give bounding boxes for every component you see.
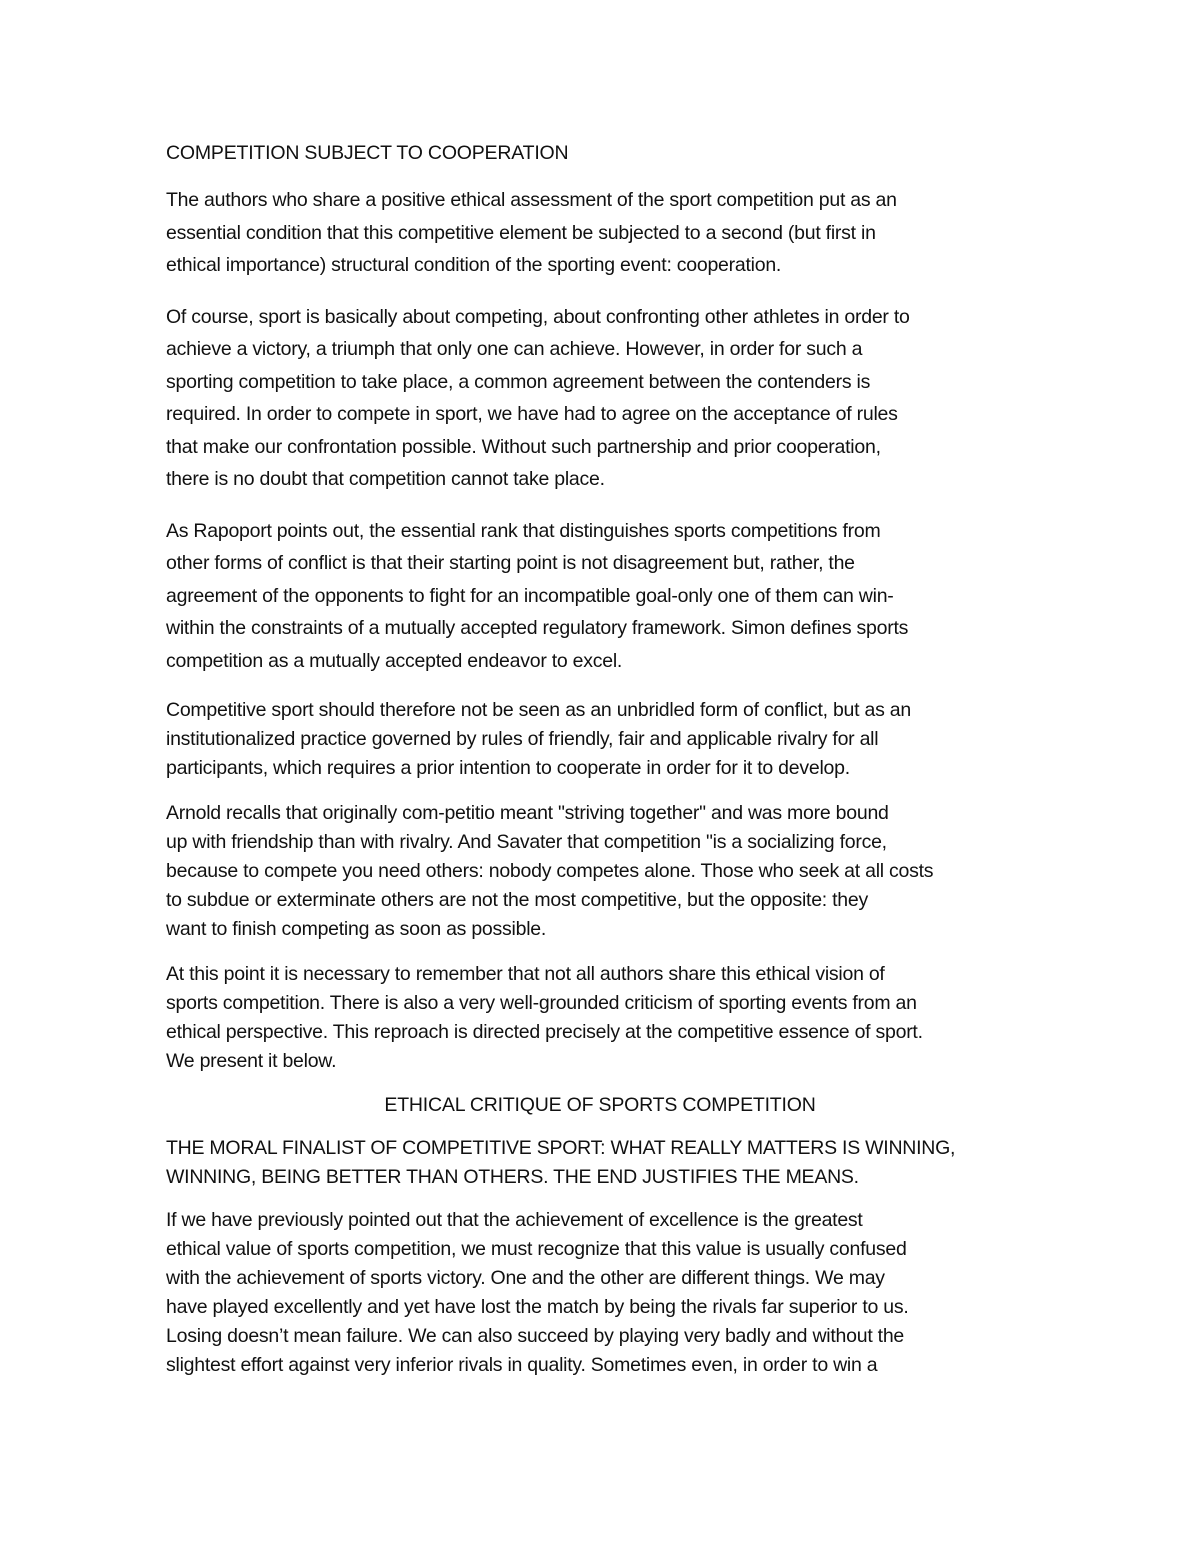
paragraph-4 bbox=[166, 696, 1034, 783]
paragraph-line: Of course, sport is basically about competing, about confronting other athletes in order to bbox=[166, 305, 910, 328]
paragraph-line: want to finish competing as soon as possible. bbox=[166, 918, 547, 940]
paragraph-5 bbox=[166, 799, 1034, 944]
paragraph-line: with the achievement of sports victory. One and the other are different things. We may bbox=[166, 1267, 885, 1289]
subheading-line: THE MORAL FINALIST OF COMPETITIVE SPORT: WHAT REALLY MATTERS IS WINNING, bbox=[166, 1137, 956, 1159]
paragraph-line: Losing doesn’t mean failure. We can also succeed by playing very badly and without the bbox=[166, 1325, 905, 1347]
paragraph-line: ethical value of sports competition, we must recognize that this value is usually confused bbox=[166, 1238, 907, 1260]
paragraph-line: We present it below. bbox=[166, 1050, 337, 1072]
document-page bbox=[166, 138, 1034, 1396]
paragraph-line: competition as a mutually accepted endeavor to excel. bbox=[166, 649, 623, 672]
paragraph-line: there is no doubt that competition cannot take place. bbox=[166, 468, 605, 490]
paragraph-line: to subdue or exterminate others are not the most competitive, but the opposite: they bbox=[166, 889, 868, 911]
paragraph-line: participants, which requires a prior intention to cooperate in order for it to develop. bbox=[166, 757, 850, 779]
paragraph-line: up with friendship than with rivalry. And Savater that competition "is a socializing force, bbox=[166, 831, 887, 853]
paragraph-1 bbox=[166, 184, 1034, 282]
paragraph-line: Competitive sport should therefore not be seen as an unbridled form of conflict, but as an bbox=[166, 699, 911, 721]
paragraph-2 bbox=[166, 301, 1034, 496]
paragraph-line: ethical perspective. This reproach is directed precisely at the competitive essence of sport. bbox=[166, 1021, 923, 1043]
paragraph-line: At this point it is necessary to remember that not all authors share this ethical vision of bbox=[166, 963, 885, 985]
paragraph-line: essential condition that this competitive element be subjected to a second (but first in bbox=[166, 221, 876, 244]
paragraph-line: achieve a victory, a triumph that only one can achieve. However, in order for such a bbox=[166, 338, 863, 360]
paragraph-line: ethical importance) structural condition of the sporting event: cooperation. bbox=[166, 254, 782, 276]
paragraph-line: because to compete you need others: nobody competes alone. Those who seek at all costs bbox=[166, 860, 934, 882]
paragraph-line: sports competition. There is also a very well-grounded criticism of sporting events from an bbox=[166, 992, 917, 1014]
section-subheading bbox=[166, 1134, 1034, 1192]
paragraph-line: agreement of the opponents to fight for an incompatible goal-only one of them can win- bbox=[166, 584, 894, 607]
section-heading: ETHICAL CRITIQUE OF SPORTS COMPETITION bbox=[384, 1094, 816, 1116]
paragraph-line: slightest effort against very inferior rivals in quality. Sometimes even, in order to win a bbox=[166, 1354, 878, 1376]
paragraph-line: The authors who share a positive ethical assessment of the sport competition put as an bbox=[166, 189, 897, 211]
paragraph-6 bbox=[166, 960, 1034, 1076]
paragraph-line: As Rapoport points out, the essential rank that distinguishes sports competitions from bbox=[166, 519, 881, 542]
paragraph-line: within the constraints of a mutually accepted regulatory framework. Simon defines sports bbox=[166, 617, 909, 639]
paragraph-line: Arnold recalls that originally com-petitio meant "striving together" and was more bound bbox=[166, 802, 889, 824]
paragraph-line: that make our confrontation possible. Without such partnership and prior cooperation, bbox=[166, 435, 881, 458]
paragraph-line: have played excellently and yet have lost the match by being the rivals far superior to us. bbox=[166, 1296, 909, 1318]
paragraph-3 bbox=[166, 515, 1034, 678]
paragraph-line: other forms of conflict is that their starting point is not disagreement but, rather, the bbox=[166, 552, 855, 574]
paragraph-line: required. In order to compete in sport, we have had to agree on the acceptance of rules bbox=[166, 403, 898, 425]
paragraph-final bbox=[166, 1206, 1034, 1380]
subheading-line: WINNING, BEING BETTER THAN OTHERS. THE END JUSTIFIES THE MEANS. bbox=[166, 1166, 859, 1188]
paragraph-line: institutionalized practice governed by rules of friendly, fair and applicable rivalry for all bbox=[166, 728, 879, 750]
document-heading: COMPETITION SUBJECT TO COOPERATION bbox=[166, 142, 569, 164]
paragraph-line: If we have previously pointed out that the achievement of excellence is the greatest bbox=[166, 1209, 863, 1231]
paragraph-line: sporting competition to take place, a common agreement between the contenders is bbox=[166, 370, 871, 393]
